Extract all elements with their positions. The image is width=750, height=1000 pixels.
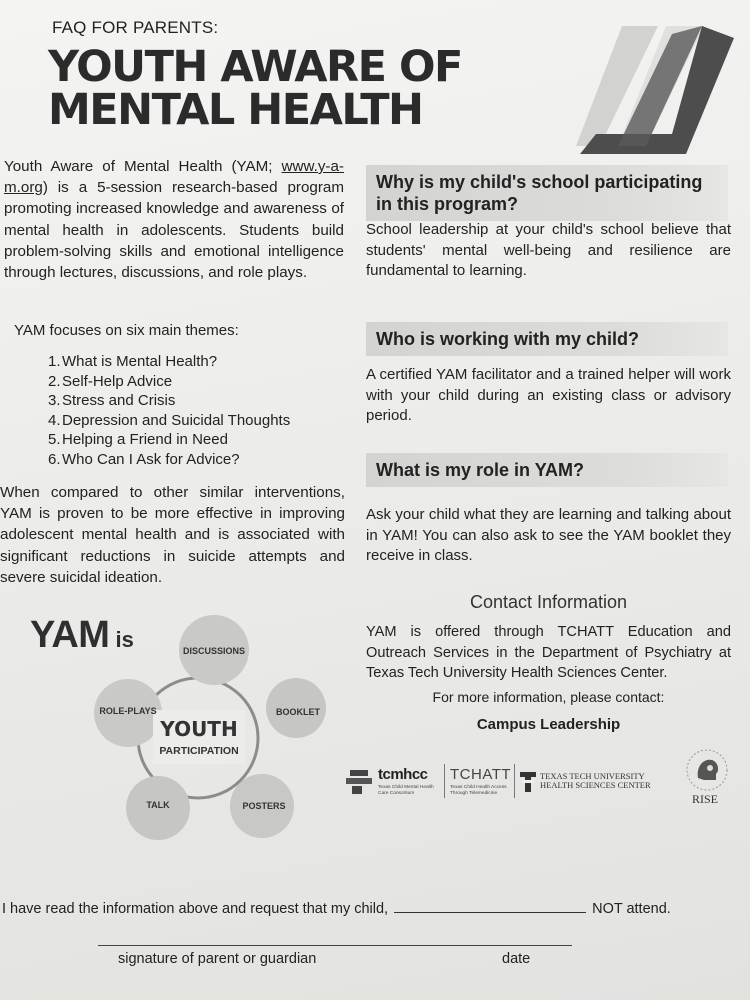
node-label: POSTERS — [242, 801, 286, 811]
theme-number: 5. — [48, 431, 61, 449]
rise-name: RISE — [692, 792, 719, 806]
double-t-icon — [520, 772, 536, 792]
opt-out-text: I have read the information above and request that my child, — [2, 901, 389, 917]
node-label: ROLE-PLAYS — [99, 706, 157, 716]
center-label-1: YOUTH — [160, 717, 238, 741]
faq-question-2: Who is working with my child? — [366, 322, 728, 356]
document-title — [48, 42, 462, 135]
child-name-blank[interactable] — [394, 900, 586, 913]
contact-more-info: For more information, please contact: — [432, 689, 665, 705]
intro-text-start: Youth Aware of Mental Health (YAM; — [4, 158, 282, 175]
comparison-paragraph: When compared to other similar interventions, YAM is proven to be more effective in improving adolescent mental health and is associated with significant reductions in suicide attempts and severe suicidal ideation. — [0, 484, 345, 586]
faq-answer-1: School leadership at your child's school believe that students' mental well-being and resilience are fundamental to learning. — [366, 221, 731, 279]
theme-item — [48, 411, 290, 431]
contact-body: YAM is offered through TCHATT Education and Outreach Services in the Department of Psychiatry at Texas Tech University Health Sciences Center. — [366, 624, 731, 682]
faq-question-3: What is my role in YAM? — [366, 453, 728, 487]
logo-divider — [444, 764, 445, 798]
theme-text: Helping a Friend in Need — [62, 431, 228, 449]
theme-number: 6. — [48, 450, 61, 468]
logo-divider — [514, 764, 515, 798]
theme-number: 3. — [48, 392, 61, 410]
document-kicker: FAQ FOR PARENTS: — [52, 18, 219, 37]
theme-item — [48, 391, 290, 411]
theme-item — [48, 372, 290, 392]
yam-website-link: www.y-a-m.org — [4, 158, 344, 197]
theme-item — [48, 450, 290, 470]
node-label: BOOKLET — [276, 707, 320, 717]
node-label: DISCUSSIONS — [182, 646, 246, 656]
intro-text-end: ) is a 5-session research-based program promoting increased knowledge and awareness of mental health in adolescents. Students build problem-solving skills and emotional intelligence through lectures, discussions, and role plays. — [4, 179, 344, 282]
partner-logos — [344, 762, 734, 822]
rise-head-icon — [682, 748, 732, 792]
opt-out-request — [2, 900, 671, 917]
participation-diagram — [20, 610, 350, 850]
diagram-heading-yam: YAM — [30, 614, 110, 656]
theme-number: 4. — [48, 411, 61, 429]
theme-number: 1. — [48, 353, 61, 370]
signature-line[interactable] — [98, 945, 572, 946]
node-label: TALK — [146, 800, 170, 810]
theme-item — [48, 352, 290, 372]
ttuhsc-line-2: HEALTH SCIENCES CENTER — [540, 780, 651, 790]
theme-item — [48, 430, 290, 450]
yam-logo-graphic — [574, 22, 734, 154]
tchatt-name: TCHATT — [450, 766, 512, 783]
signature-label: signature of parent or guardian — [118, 951, 317, 967]
center-label-2: PARTICIPATION — [159, 745, 239, 757]
tcmhcc-subtitle: Texas Child Mental Health Care Consortium — [378, 785, 434, 796]
rise-logo — [682, 748, 732, 810]
contact-name: Campus Leadership — [476, 716, 621, 733]
theme-text: Stress and Crisis — [62, 392, 176, 410]
date-label: date — [502, 951, 531, 967]
theme-text: Who Can I Ask for Advice? — [62, 450, 240, 468]
opt-out-suffix: NOT attend. — [592, 901, 671, 917]
title-line-2: MENTAL HEALTH — [48, 85, 423, 135]
contact-title: Contact Information — [469, 592, 628, 612]
diagram-graphic — [20, 610, 350, 850]
theme-text: What is Mental Health? — [62, 353, 218, 370]
faq-answer-3: Ask your child what they are learning and talking about in YAM! You can also ask to see the YAM booklet they receive in class. — [366, 506, 731, 564]
tcmhcc-icon — [344, 768, 374, 796]
tchatt-logo — [450, 766, 511, 796]
themes-intro: YAM focuses on six main themes: — [14, 322, 239, 339]
theme-text: Self-Help Advice — [62, 372, 173, 390]
theme-text: Depression and Suicidal Thoughts — [62, 411, 291, 429]
diagram-heading-is: is — [115, 627, 134, 652]
faq-answer-2: A certified YAM facilitator and a trained helper will work with your child during an existing class or advisory period. — [366, 366, 731, 424]
tchatt-subtitle: Texas Child Health Access Through Telemedicine — [450, 785, 507, 796]
themes-list — [48, 352, 290, 470]
faq-question-1: Why is my child's school participating in this program? — [366, 165, 728, 221]
title-line-1: YOUTH AWARE OF — [48, 42, 462, 92]
tcmhcc-name: tcmhcc — [378, 766, 428, 783]
ttuhsc-line-1: TEXAS TECH UNIVERSITY — [540, 771, 645, 781]
intro-paragraph — [4, 156, 344, 283]
theme-number: 2. — [48, 372, 61, 390]
